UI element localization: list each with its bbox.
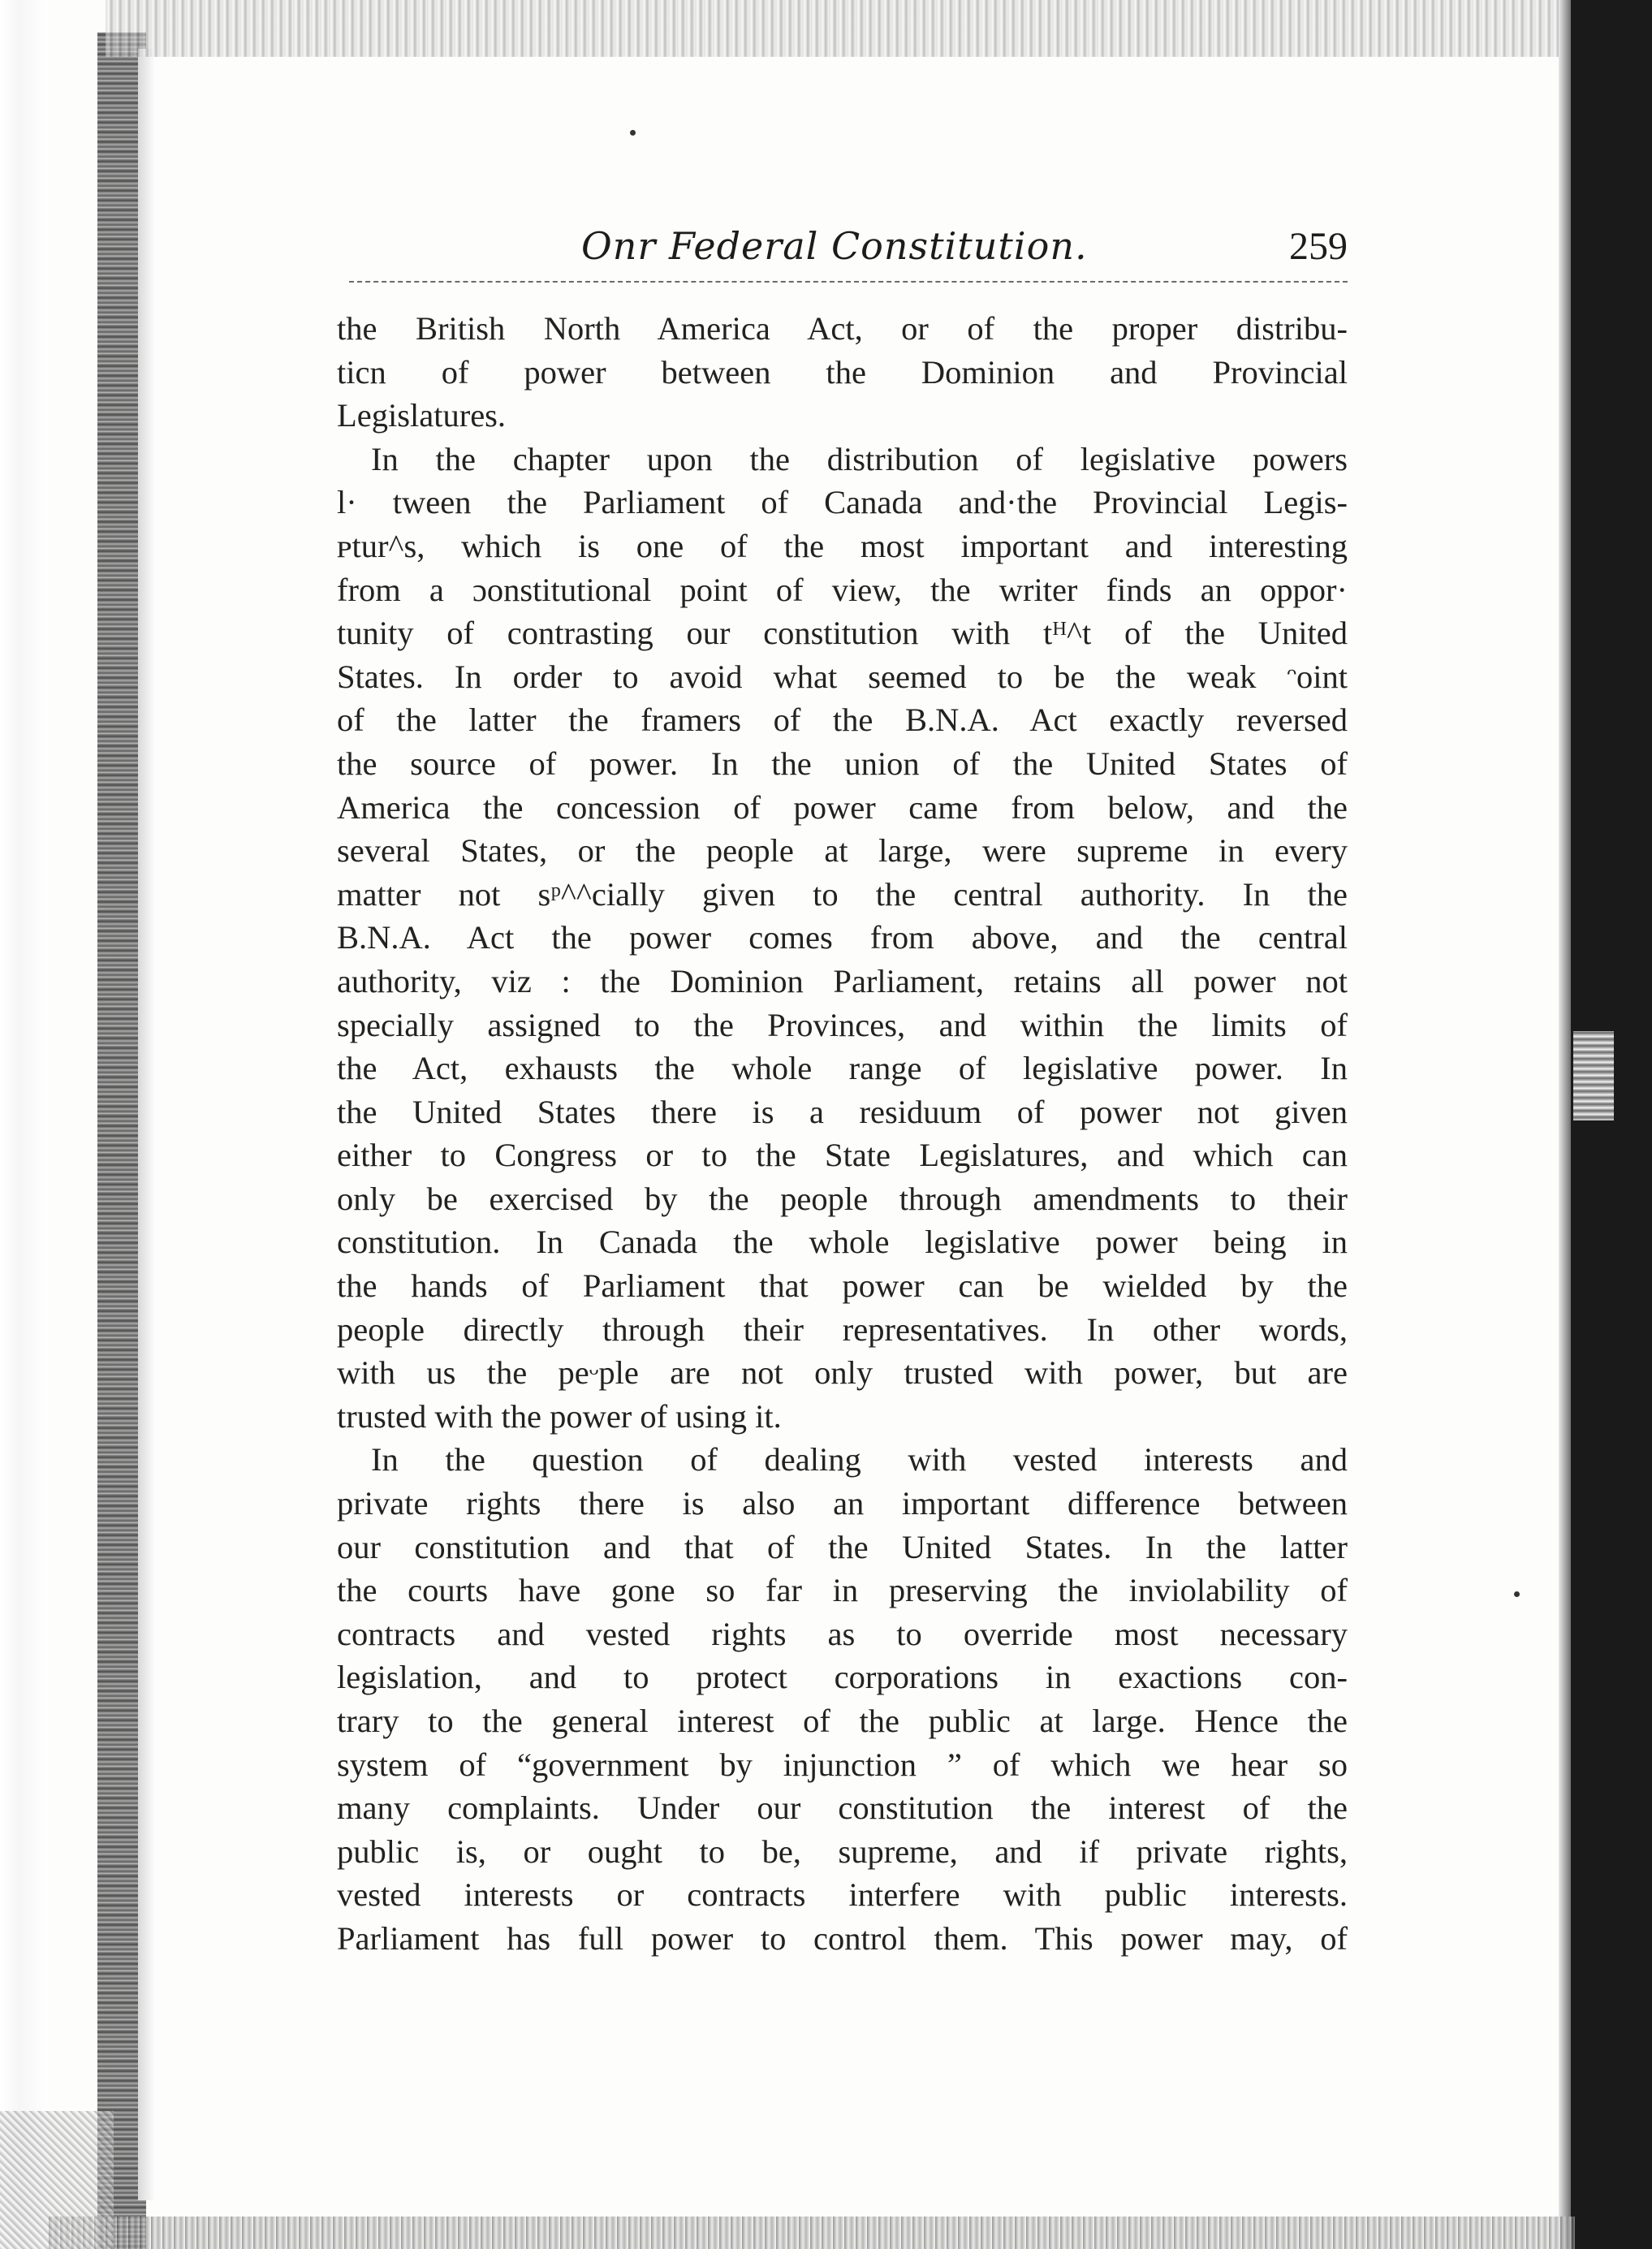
text-line: with us the peᵕple are not only trusted with power, but are — [337, 1354, 1348, 1392]
text-line: our constitution and that of the United States. In the latter — [337, 1528, 1348, 1565]
text-line: people directly through their representatives. In other words, — [337, 1310, 1348, 1348]
text-line: either to Congress or to the State Legislatures, and which can — [337, 1137, 1348, 1174]
text-line: ticn of power between the Dominion and Provincial — [337, 353, 1348, 391]
text-line: the Act, exhausts the whole range of legislative power. In — [337, 1050, 1348, 1087]
text-line: In the question of dealing with vested interests and — [371, 1441, 1348, 1478]
scan-artifact — [1573, 1031, 1614, 1120]
text-line: matter not sᵖ^^cially given to the central authority. In the — [337, 875, 1348, 913]
binding-highlight — [138, 49, 156, 2200]
page-bottom-edge — [49, 2217, 1575, 2249]
text-line: B.N.A. Act the power comes from above, and the central — [337, 919, 1348, 956]
page-right-edge — [1571, 0, 1652, 2249]
text-line: the British North America Act, or of the proper distribu- — [337, 310, 1348, 347]
text-line: the courts have gone so far in preserving the inviolability of — [337, 1572, 1348, 1609]
body-text — [337, 307, 1348, 1961]
text-line: only be exercised by the people through amendments to their — [337, 1180, 1348, 1217]
text-line: private rights there is also an important difference between — [337, 1485, 1348, 1522]
text-line: Parliament has full power to control them. This power may, of — [337, 1919, 1348, 1957]
text-line: trary to the general interest of the public at large. Hence the — [337, 1703, 1348, 1739]
text-line: contracts and vested rights as to override most necessary — [337, 1615, 1348, 1652]
text-line: ᴘtur^s, which is one of the most important and interesting — [337, 527, 1348, 564]
text-line: tunity of contrasting our constitution with tᴴ^t of the United — [337, 615, 1348, 652]
page-margin-left — [0, 0, 49, 2249]
text-line: the source of power. In the union of the United States of — [337, 745, 1348, 782]
text-line: America the concession of power came from below, and the — [337, 788, 1348, 826]
running-head — [341, 224, 1348, 281]
speck — [1514, 1591, 1520, 1597]
text-line: constitution. In Canada the whole legislative power being in — [337, 1224, 1348, 1261]
text-line: In the chapter upon the distribution of legislative powers — [371, 440, 1348, 477]
text-line: public is, or ought to be, supreme, and if private rights, — [337, 1832, 1348, 1870]
header-rule — [349, 281, 1348, 283]
text-line: trusted with the power of using it. — [337, 1397, 782, 1435]
scan-artifact-corner — [0, 2111, 114, 2249]
page-top-edge — [106, 0, 1567, 57]
text-line: the United States there is a residuum of power not given — [337, 1093, 1348, 1130]
text-line: the hands of Parliament that power can be wielded by the — [337, 1267, 1348, 1305]
text-line: Legislatures. — [337, 397, 507, 434]
text-line: States. In order to avoid what seemed to be the weak ᵔoint — [337, 658, 1348, 695]
page-number: 259 — [1289, 225, 1348, 268]
text-line: legislation, and to protect corporations in exactions con- — [337, 1659, 1348, 1696]
running-title: Onr Federal Constitution. — [581, 224, 1088, 268]
text-line: specially assigned to the Provinces, and within the limits of — [337, 1006, 1348, 1043]
text-line: system of “government by injunction ” of which we hear so — [337, 1746, 1348, 1783]
text-line: many complaints. Under our constitution the interest of the — [337, 1789, 1348, 1827]
text-line: l· tween the Parliament of Canada and·the Provincial Legis- — [337, 484, 1348, 521]
text-line: authority, viz : the Dominion Parliament, retains all power not — [337, 962, 1348, 999]
speck — [630, 130, 636, 136]
text-line: from a ɔonstitutional point of view, the writer finds an oppor· — [337, 571, 1348, 608]
text-line: of the latter the framers of the B.N.A. Act exactly reversed — [337, 701, 1348, 739]
text-line: vested interests or contracts interfere with public interests. — [337, 1876, 1348, 1914]
text-line: several States, or the people at large, were supreme in every — [337, 832, 1348, 870]
